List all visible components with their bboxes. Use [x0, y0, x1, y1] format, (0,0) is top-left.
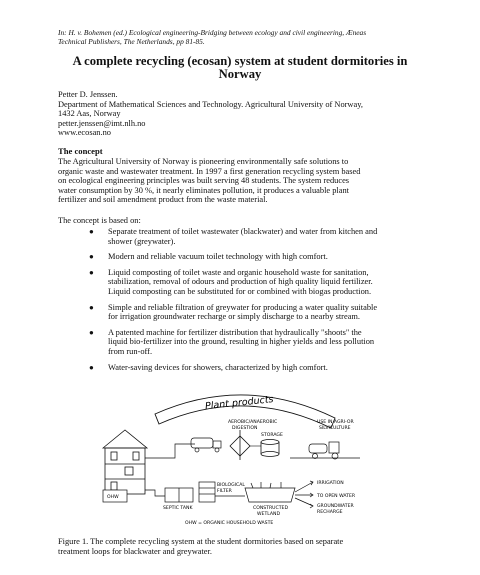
- bullet-line: Separate treatment of toilet wastewater (blackwater) and water from kitchen and: [108, 227, 378, 236]
- bullet-item: [58, 328, 428, 357]
- citation-line: In: H. v. Bohemen (ed.) Ecological engineering-Bridging between ecology and civil engineering, Æneas: [58, 28, 367, 37]
- recycling-system-diagram: [95, 378, 395, 526]
- bullet-dot-icon: ●: [89, 302, 94, 312]
- septic-tank: [165, 488, 193, 502]
- bullet-line: Water-saving devices for showers, characterized by high comfort.: [108, 362, 328, 372]
- digestion-reactor: [230, 430, 250, 460]
- title-line: Norway: [218, 67, 262, 81]
- paragraph-line: organic waste and wastewater treatment. In 1997 a first generation recycling system based: [58, 166, 361, 176]
- septic-label: SEPTIC TANK: [163, 506, 193, 511]
- paper-title: [40, 55, 440, 81]
- bullet-item: [58, 363, 428, 373]
- bullet-dot-icon: ●: [89, 327, 94, 337]
- biological-filter: [199, 482, 215, 502]
- bullet-dot-icon: ●: [89, 362, 94, 372]
- outlet-arrows: [295, 481, 313, 508]
- author-name: Petter D. Jenssen.: [58, 90, 118, 99]
- paragraph-line: on ecological engineering principles was built serving 48 students. The system reduces: [58, 176, 350, 186]
- citation-line: Technical Publishers, The Netherlands, pp 81-85.: [58, 37, 205, 46]
- concept-lead: The concept is based on:: [58, 216, 141, 225]
- storage-label: STORAGE: [261, 433, 283, 438]
- author-website: www.ecosan.no: [58, 128, 111, 138]
- citation: [58, 28, 438, 46]
- author-affiliation: 1432 Aas, Norway: [58, 109, 121, 119]
- bullet-dot-icon: ●: [89, 252, 94, 262]
- author-affiliation: Department of Mathematical Sciences and Technology. Agricultural University of Norway,: [58, 99, 363, 109]
- paragraph-line: water consumption by 30 %, it nearly eliminates pollution, it produces a valuable plant: [58, 185, 349, 195]
- diagram-legend: OHW = ORGANIC HOUSEHOLD WASTE: [185, 521, 274, 526]
- banner-text: Plant products: [204, 394, 275, 413]
- fertilizer-spreader: [290, 442, 360, 459]
- paragraph-line: fertilizer and soil amendment product from the waste material.: [58, 195, 268, 205]
- wetland-label: CONSTRUCTED: [253, 506, 288, 511]
- bullet-line: Liquid composting of toilet waste and organic household waste for sanitation,: [108, 267, 369, 277]
- silviculture-label: SILVICULTURE: [319, 426, 351, 431]
- bullet-item: [58, 303, 428, 322]
- bullet-line: shower (greywater).: [108, 236, 176, 246]
- ohw-label: OHW: [107, 495, 119, 500]
- use-agri-label: USE IN AGRI-OR: [317, 420, 354, 425]
- bullet-line: liquid bio-fertilizer into the ground, resulting in higher yields and less pollution: [108, 337, 375, 347]
- bullet-item: [58, 252, 428, 262]
- bio-filter-label: BIOLOGICAL: [217, 483, 245, 488]
- groundwater-label: GROUNDWATER: [317, 504, 354, 509]
- concept-bullet-list: [58, 227, 428, 378]
- caption-line: treatment loops for blackwater and greywater.: [58, 546, 212, 556]
- author-email: petter.jenssen@imt.nlh.no: [58, 118, 146, 128]
- bullet-dot-icon: ●: [89, 267, 94, 277]
- greywater-pipe: [145, 490, 165, 496]
- bullet-dot-icon: ●: [89, 227, 94, 236]
- bullet-line: A patented machine for fertilizer distribution that hydraulically "shoots" the: [108, 327, 362, 337]
- title-line: A complete recycling (ecosan) system at student dormitories in: [72, 54, 408, 68]
- bullet-line: for irrigation groundwater recharge or simply discharge to a nearby stream.: [108, 312, 361, 322]
- bullet-line: Liquid composting can be substituted for or combined with biogas production.: [108, 286, 372, 296]
- bullet-line: Simple and reliable filtration of greywater for producing a water quality suitable: [108, 302, 378, 312]
- wetland-label: WETLAND: [257, 512, 281, 517]
- caption-line: Figure 1. The complete recycling system at the student dormitories based on separate: [58, 537, 344, 546]
- bullet-line: stabilization, removal of odours and production of high quality liquid fertilizer.: [108, 277, 373, 287]
- groundwater-label: RECHARGE: [317, 510, 343, 515]
- concept-paragraph: [58, 157, 428, 205]
- section-heading: The concept: [58, 146, 103, 156]
- bullet-line: Modern and reliable vacuum toilet technology with high comfort.: [108, 252, 328, 262]
- digestion-label: DIGESTION: [232, 426, 258, 431]
- blackwater-pipe: [145, 444, 195, 458]
- dormitory-building: [103, 430, 147, 494]
- bullet-item: [58, 268, 428, 297]
- aerobic-label: AEROBIC/ANAEROBIC: [228, 420, 278, 425]
- author-block: [58, 90, 438, 138]
- collection-truck: [191, 438, 221, 452]
- bullet-line: from run-off.: [108, 346, 153, 356]
- bio-filter-label: FILTER: [217, 489, 232, 494]
- bullet-item: [58, 227, 428, 246]
- storage-tank: [261, 440, 279, 457]
- irrigation-label: IRRIGATION: [317, 481, 344, 486]
- figure-caption: [58, 537, 438, 556]
- paragraph-line: The Agricultural University of Norway is pioneering environmentally safe solutions to: [58, 157, 349, 166]
- open-water-label: TO OPEN WATER: [317, 494, 356, 499]
